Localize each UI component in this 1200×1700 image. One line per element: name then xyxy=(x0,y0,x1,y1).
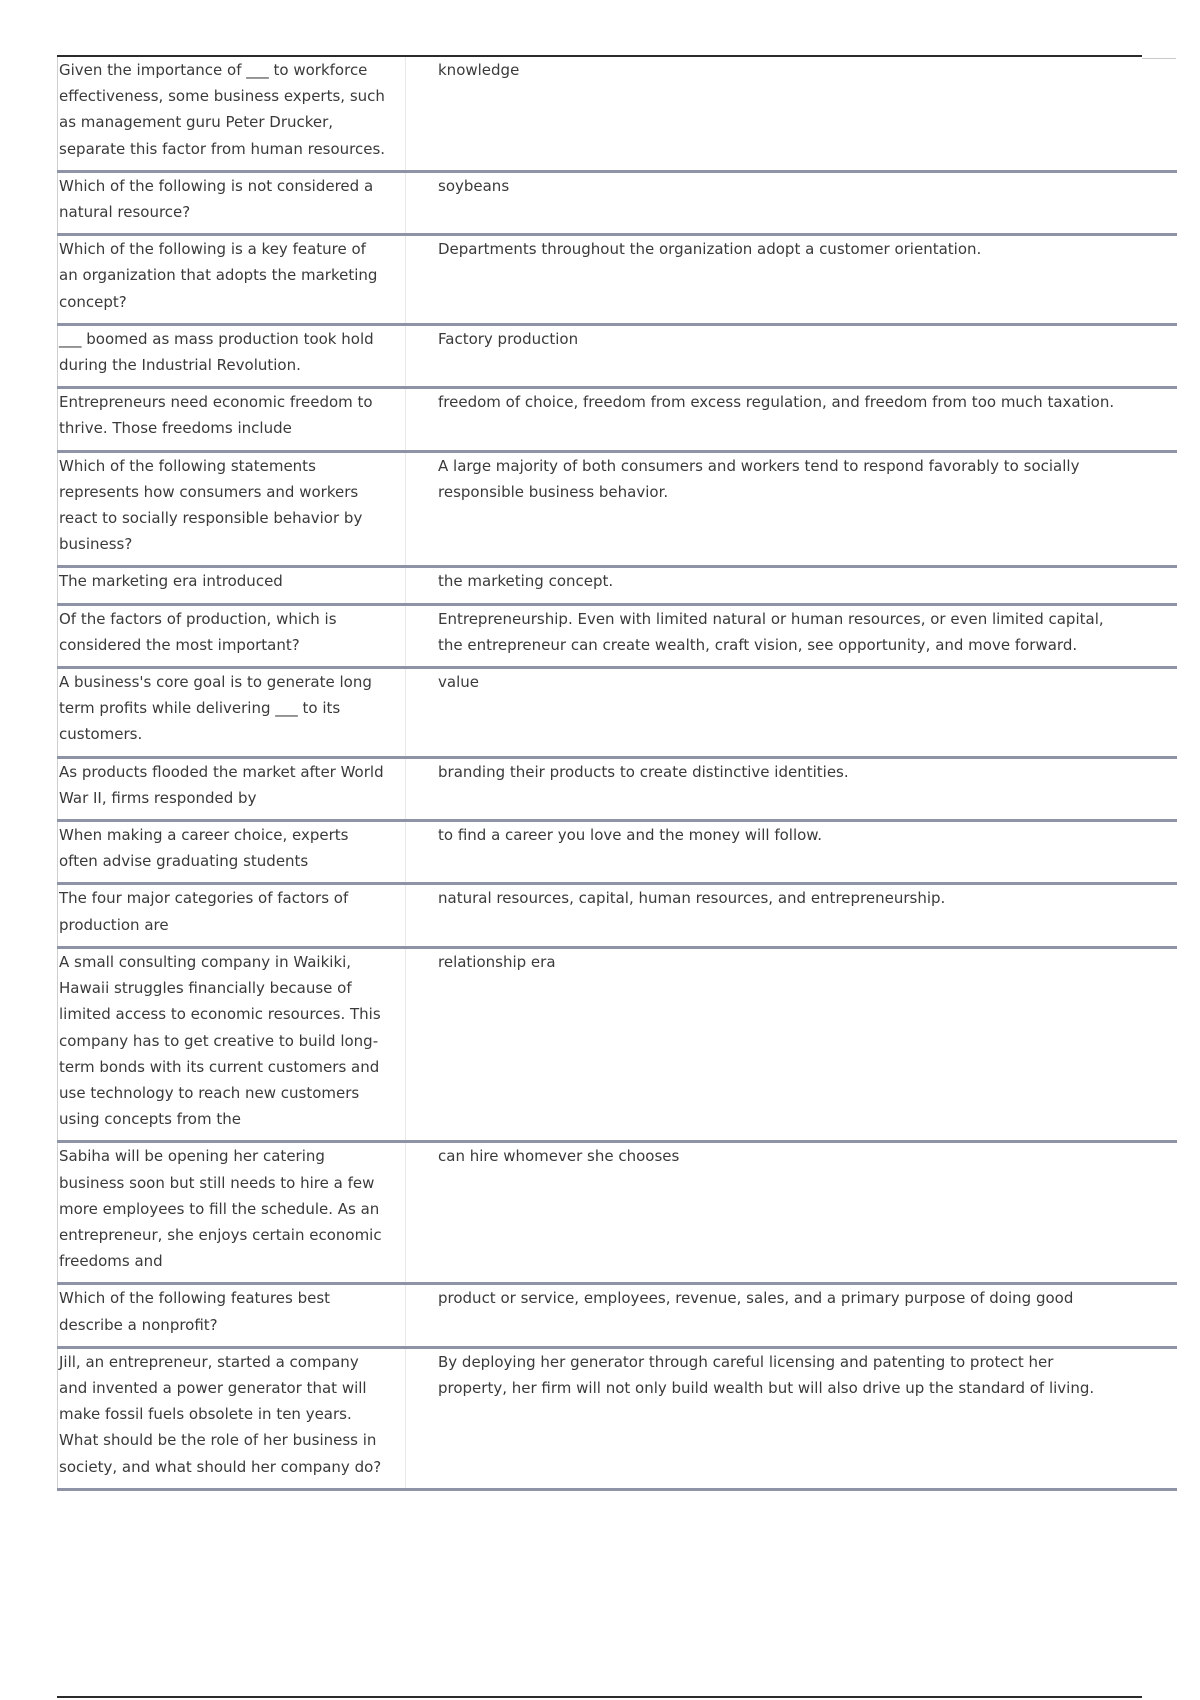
answer-cell: product or service, employees, revenue, sales, and a primary purpose of doing good xyxy=(438,1289,1074,1308)
question-cell: Jill, an entrepreneur, started a company and invented a power generator that will make fossil fuels obsolete in ten years. What should be the role of her business in society, and what should her company do? xyxy=(58,1347,406,1489)
answer-cell: A large majority of both consumers and workers tend to respond favorably to socially responsible business behavior. xyxy=(438,456,1080,501)
answer-cell: can hire whomever she chooses xyxy=(438,1147,680,1166)
table-row xyxy=(58,57,1177,171)
question-cell: As products flooded the market after World War II, firms responded by xyxy=(58,757,406,820)
table-row xyxy=(58,1142,1177,1284)
table-row xyxy=(58,1284,1177,1347)
table-row xyxy=(58,604,1177,667)
question-cell: ___ boomed as mass production took hold during the Industrial Revolution. xyxy=(58,324,406,387)
table-row xyxy=(58,451,1177,567)
table-row xyxy=(58,668,1177,758)
table-row xyxy=(58,757,1177,820)
table-row xyxy=(58,884,1177,947)
table-row xyxy=(58,1347,1177,1489)
question-cell: Of the factors of production, which is considered the most important? xyxy=(58,604,406,667)
answer-cell: the marketing concept. xyxy=(438,572,614,591)
table-row xyxy=(58,388,1177,451)
answer-cell: branding their products to create distinctive identities. xyxy=(438,762,849,781)
flashcard-table xyxy=(57,57,1177,1491)
question-cell: A business's core goal is to generate long term profits while delivering ___ to its customers. xyxy=(58,668,406,758)
question-cell: The four major categories of factors of production are xyxy=(58,884,406,947)
question-cell: A small consulting company in Waikiki, Hawaii struggles financially because of limited access to economic resources. This company has to get creative to build long-term bonds with its current customers and use technology to reach new customers using concepts from the xyxy=(58,947,406,1141)
table-row xyxy=(58,947,1177,1141)
answer-cell: to find a career you love and the money will follow. xyxy=(438,826,822,845)
table-row xyxy=(58,567,1177,604)
answer-cell: Departments throughout the organization adopt a customer orientation. xyxy=(438,240,982,259)
table-row xyxy=(58,821,1177,884)
question-cell: When making a career choice, experts often advise graduating students xyxy=(58,821,406,884)
question-cell: Which of the following statements represents how consumers and workers react to socially responsible behavior by business? xyxy=(58,451,406,567)
answer-cell: By deploying her generator through careful licensing and patenting to protect her property, her firm will not only build wealth but will also drive up the standard of living. xyxy=(438,1352,1095,1397)
table-row xyxy=(58,235,1177,325)
answer-cell: value xyxy=(438,673,479,692)
answer-cell: soybeans xyxy=(438,176,510,195)
table-row xyxy=(58,171,1177,234)
question-cell: Which of the following is a key feature of an organization that adopts the marketing concept? xyxy=(58,235,406,325)
answer-cell: knowledge xyxy=(438,61,520,79)
question-cell: The marketing era introduced xyxy=(58,567,406,604)
question-cell: Given the importance of ___ to workforce effectiveness, some business experts, such as management guru Peter Drucker, separate this factor from human resources. xyxy=(58,57,406,171)
question-cell: Sabiha will be opening her catering business soon but still needs to hire a few more employees to fill the schedule. As an entrepreneur, she enjoys certain economic freedoms and xyxy=(58,1142,406,1284)
table-row xyxy=(58,324,1177,387)
answer-cell: Factory production xyxy=(438,329,579,348)
answer-cell: freedom of choice, freedom from excess regulation, and freedom from too much taxation. xyxy=(438,393,1115,412)
answer-cell: relationship era xyxy=(438,952,556,971)
question-cell: Which of the following features best describe a nonprofit? xyxy=(58,1284,406,1347)
answer-cell: Entrepreneurship. Even with limited natural or human resources, or even limited capital, the entrepreneur can create wealth, craft vision, see opportunity, and move forward. xyxy=(438,609,1104,654)
question-cell: Which of the following is not considered a natural resource? xyxy=(58,171,406,234)
question-cell: Entrepreneurs need economic freedom to thrive. Those freedoms include xyxy=(58,388,406,451)
answer-cell: natural resources, capital, human resources, and entrepreneurship. xyxy=(438,889,946,908)
bottom-rule xyxy=(57,1696,1142,1698)
